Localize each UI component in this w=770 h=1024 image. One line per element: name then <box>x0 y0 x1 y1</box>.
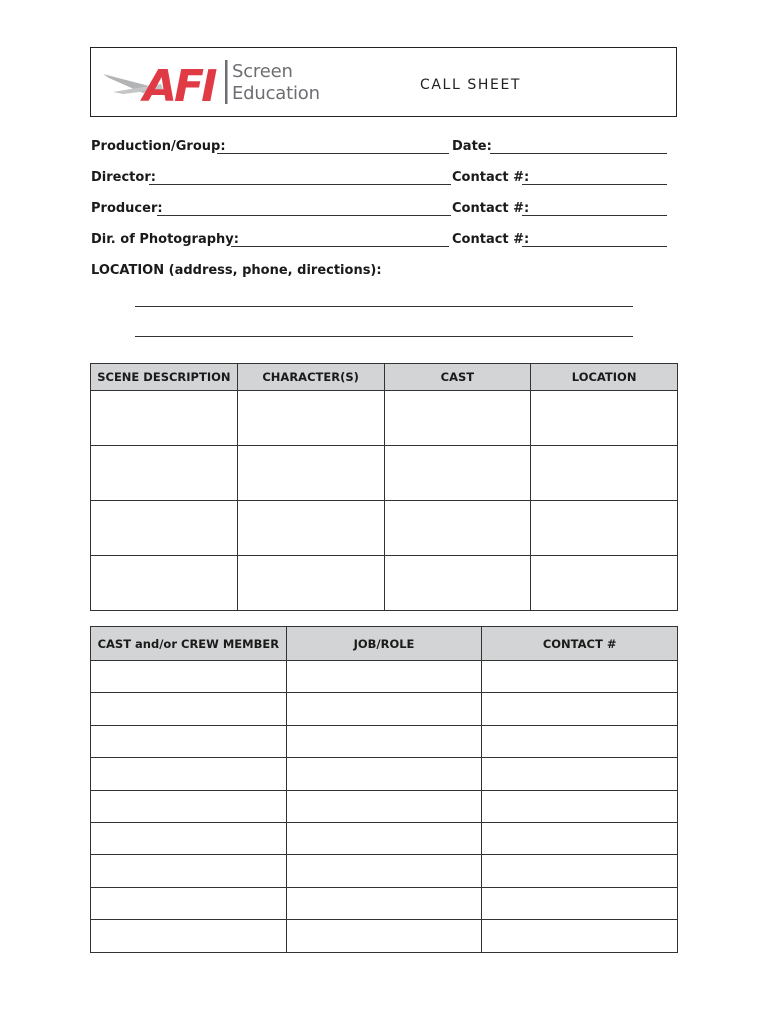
table-cell[interactable] <box>286 822 482 854</box>
director-contact-line[interactable] <box>522 184 667 185</box>
crew-table-row <box>91 855 678 887</box>
crew-table-row <box>91 661 678 693</box>
table-cell[interactable] <box>286 758 482 790</box>
table-cell[interactable] <box>286 920 482 952</box>
table-cell[interactable] <box>286 661 482 693</box>
table-cell[interactable] <box>531 501 678 556</box>
table-cell[interactable] <box>482 887 678 919</box>
afi-logo <box>103 58 323 110</box>
table-cell[interactable] <box>91 920 287 952</box>
table-cell[interactable] <box>286 855 482 887</box>
table-cell[interactable] <box>91 855 287 887</box>
date-label: Date: <box>452 139 492 154</box>
dop-label: Dir. of Photography: <box>91 232 239 247</box>
table-cell[interactable] <box>91 887 287 919</box>
table-cell[interactable] <box>384 556 531 611</box>
production-group-line[interactable] <box>217 153 449 154</box>
table-cell[interactable] <box>286 725 482 757</box>
table-cell[interactable] <box>384 391 531 446</box>
table-cell[interactable] <box>237 501 384 556</box>
logo-education-text: Education <box>232 83 320 104</box>
producer-label: Producer: <box>91 201 163 216</box>
dop-contact-label: Contact #: <box>452 232 530 247</box>
table-cell[interactable] <box>482 920 678 952</box>
table-cell[interactable] <box>91 661 287 693</box>
dop-line[interactable] <box>231 246 449 247</box>
table-cell[interactable] <box>482 725 678 757</box>
scene-description-header: SCENE DESCRIPTION <box>91 364 238 391</box>
table-cell[interactable] <box>531 391 678 446</box>
table-cell[interactable] <box>482 822 678 854</box>
scene-table-row <box>91 391 678 446</box>
crew-table <box>90 626 678 953</box>
scene-table-row <box>91 446 678 501</box>
header-box <box>90 47 677 117</box>
table-cell[interactable] <box>384 501 531 556</box>
table-cell[interactable] <box>286 693 482 725</box>
crew-table-row <box>91 758 678 790</box>
production-group-label: Production/Group: <box>91 139 226 154</box>
table-cell[interactable] <box>91 758 287 790</box>
producer-contact-label: Contact #: <box>452 201 530 216</box>
document-title: CALL SHEET <box>420 77 522 93</box>
table-cell[interactable] <box>237 446 384 501</box>
table-cell[interactable] <box>91 501 238 556</box>
table-cell[interactable] <box>286 887 482 919</box>
table-cell[interactable] <box>91 725 287 757</box>
location-label: LOCATION (address, phone, directions): <box>91 263 382 278</box>
table-cell[interactable] <box>286 790 482 822</box>
table-cell[interactable] <box>482 790 678 822</box>
table-cell[interactable] <box>531 556 678 611</box>
scene-table-header-row <box>91 364 678 391</box>
crew-table-header-row <box>91 627 678 661</box>
table-cell[interactable] <box>91 391 238 446</box>
crew-table-row <box>91 790 678 822</box>
table-cell[interactable] <box>237 391 384 446</box>
job-role-header: JOB/ROLE <box>286 627 482 661</box>
director-contact-label: Contact #: <box>452 170 530 185</box>
table-cell[interactable] <box>91 693 287 725</box>
table-cell[interactable] <box>482 855 678 887</box>
scene-table-row <box>91 556 678 611</box>
location-line-2[interactable] <box>135 336 633 337</box>
contact-header: CONTACT # <box>482 627 678 661</box>
scene-table-row <box>91 501 678 556</box>
table-cell[interactable] <box>91 446 238 501</box>
table-cell[interactable] <box>482 758 678 790</box>
table-cell[interactable] <box>531 446 678 501</box>
director-line[interactable] <box>149 184 451 185</box>
table-cell[interactable] <box>237 556 384 611</box>
dop-contact-line[interactable] <box>522 246 667 247</box>
logo-screen-text: Screen <box>232 61 293 82</box>
afi-logo-letters: AFI <box>143 61 215 110</box>
table-cell[interactable] <box>91 790 287 822</box>
table-cell[interactable] <box>384 446 531 501</box>
crew-table-row <box>91 693 678 725</box>
table-cell[interactable] <box>91 822 287 854</box>
crew-table-row <box>91 725 678 757</box>
location-header: LOCATION <box>531 364 678 391</box>
cast-header: CAST <box>384 364 531 391</box>
crew-table-row <box>91 822 678 854</box>
producer-line[interactable] <box>157 215 451 216</box>
location-line-1[interactable] <box>135 306 633 307</box>
director-label: Director: <box>91 170 156 185</box>
crew-table-row <box>91 920 678 952</box>
date-line[interactable] <box>490 153 667 154</box>
table-cell[interactable] <box>91 556 238 611</box>
crew-member-header: CAST and/or CREW MEMBER <box>91 627 287 661</box>
producer-contact-line[interactable] <box>522 215 667 216</box>
scene-table <box>90 363 678 611</box>
table-cell[interactable] <box>482 693 678 725</box>
characters-header: CHARACTER(S) <box>237 364 384 391</box>
table-cell[interactable] <box>482 661 678 693</box>
crew-table-row <box>91 887 678 919</box>
